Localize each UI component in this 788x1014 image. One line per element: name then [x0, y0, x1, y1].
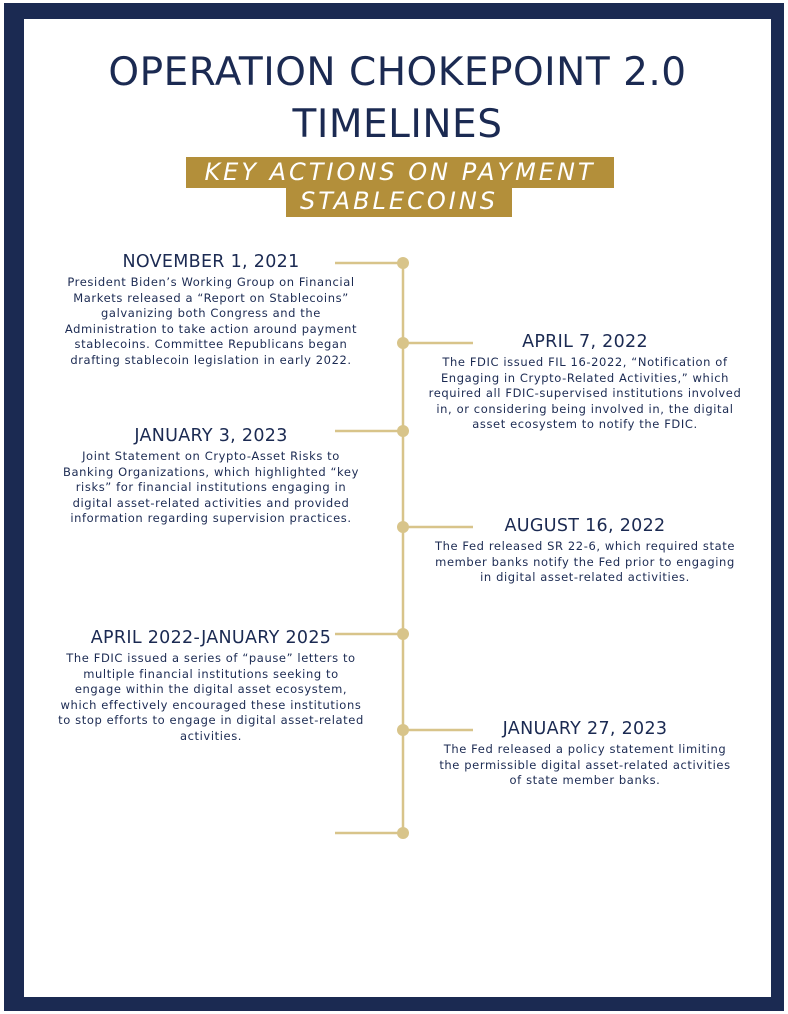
timeline-event [58, 627, 364, 744]
timeline-node-end [397, 827, 409, 839]
timeline-event [424, 331, 746, 433]
event-description: The FDIC issued a series of “pause” letters to multiple financial institutions seeking to engage within the digital asset ecosystem, which effectively encouraged these institutions to stop efforts to engage in digital asset-related activities. [58, 651, 364, 743]
timeline-node-6 [397, 724, 409, 736]
event-description: The Fed released SR 22-6, which required state member banks notify the Fed prior to engaging in digital asset-related activities. [434, 539, 736, 584]
timeline-node-5 [397, 628, 409, 640]
timeline-node-3 [397, 425, 409, 437]
page-title: OPERATION CHOKEPOINT 2.0 TIMELINES [108, 50, 687, 147]
event-date: APRIL 2022-JANUARY 2025 [90, 628, 332, 648]
event-date: JANUARY 27, 2023 [502, 719, 668, 739]
timeline-event [432, 718, 738, 789]
page-border [4, 3, 784, 1011]
event-date: NOVEMBER 1, 2021 [122, 252, 300, 272]
subtitle-banner-line-1: KEY ACTIONS ON PAYMENT [186, 157, 614, 188]
page-content [24, 19, 771, 997]
timeline-node-4 [397, 521, 409, 533]
event-description: President Biden’s Working Group on Financial Markets released a “Report on Stablecoins” galvanizing both Congress and the Administration to take action around payment stablecoins. Committee Republicans began drafting stablecoin legislation in early 2022. [64, 275, 358, 367]
timeline-event [432, 515, 738, 586]
event-description: The FDIC issued FIL 16-2022, “Notification of Engaging in Crypto-Related Activities,” which required all FDIC-supervised institutions involved in, or considering being involved in, the digital asset ecosystem to notify the FDIC. [428, 355, 742, 431]
event-date: AUGUST 16, 2022 [504, 516, 666, 536]
timeline-event [58, 251, 364, 368]
event-date: JANUARY 3, 2023 [134, 426, 288, 446]
timeline-event [58, 425, 364, 527]
event-description: The Fed released a policy statement limiting the permissible digital asset-related activities of state member banks. [439, 742, 731, 787]
subtitle-banner-line-2: STABLECOINS [286, 186, 512, 217]
event-date: APRIL 7, 2022 [522, 332, 648, 352]
event-description: Joint Statement on Crypto-Asset Risks to Banking Organizations, which highlighted “key risks” for financial institutions engaging in digital asset-related activities and provided information regarding supervision practices. [63, 449, 359, 525]
timeline-node-1 [397, 257, 409, 269]
timeline-node-2 [397, 337, 409, 349]
